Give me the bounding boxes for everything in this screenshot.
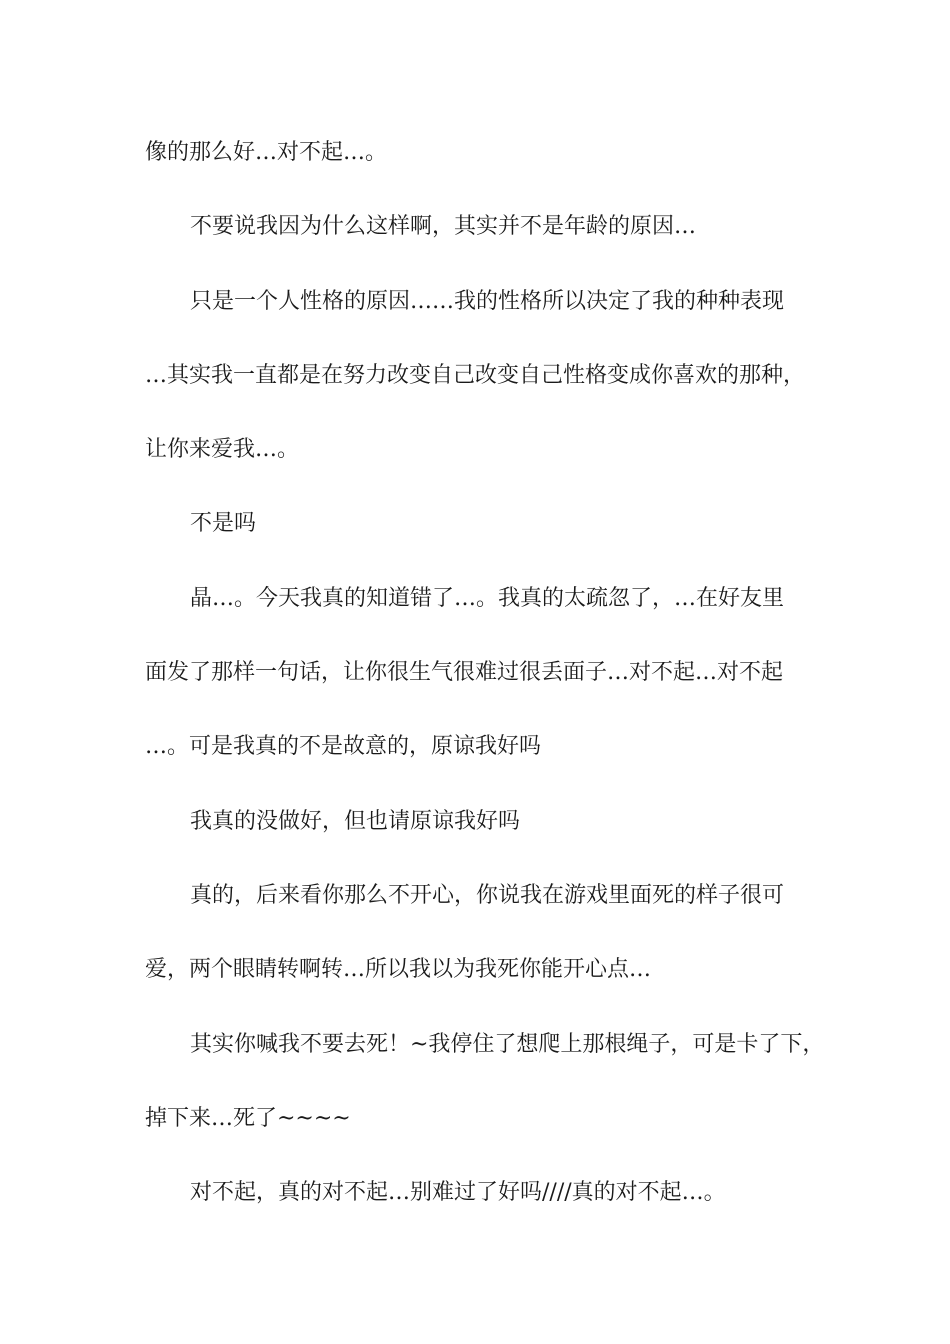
text-line: 只是一个人性格的原因……我的性格所以决定了我的种种表现 (190, 289, 785, 314)
text-line: 不是吗 (190, 511, 257, 536)
text-line: 其实你喊我不要去死！~我停住了想爬上那根绳子，可是卡了下， (190, 1032, 825, 1057)
text-line: 掉下来…死了~~~~ (145, 1106, 351, 1131)
text-line: 让你来爱我…。 (145, 437, 300, 462)
text-line: 不要说我因为什么这样啊，其实并不是年龄的原因… (190, 214, 697, 239)
text-line: 对不起，真的对不起…别难过了好吗////真的对不起…。 (190, 1180, 726, 1205)
text-line: 我真的没做好，但也请原谅我好吗 (190, 809, 521, 834)
text-line: 爱，两个眼睛转啊转…所以我以为我死你能开心点… (145, 957, 652, 982)
text-line: …其实我一直都是在努力改变自己改变自己性格变成你喜欢的那种， (145, 363, 806, 388)
text-line: 真的，后来看你那么不开心，你说我在游戏里面死的样子很可 (190, 883, 785, 908)
text-line: …。可是我真的不是故意的，原谅我好吗 (145, 734, 542, 759)
text-line: 晶…。今天我真的知道错了…。我真的太疏忽了，…在好友里 (190, 586, 785, 611)
text-line: 像的那么好…对不起…。 (145, 140, 388, 165)
text-line: 面发了那样一句话，让你很生气很难过很丢面子…对不起…对不起 (145, 660, 784, 685)
